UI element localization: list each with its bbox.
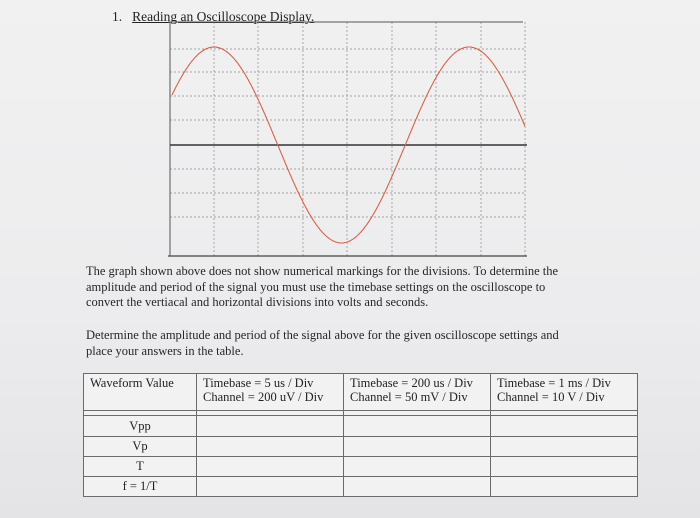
answer-table <box>83 373 638 497</box>
row-label-frequency: f = 1/T <box>84 477 197 497</box>
table-row-vp <box>84 437 638 457</box>
answer-cell-frequency-3[interactable] <box>491 477 638 497</box>
answer-cell-period-2[interactable] <box>344 457 491 477</box>
table-row-frequency <box>84 477 638 497</box>
timebase-label-3: Timebase = 1 ms / Div <box>497 376 611 390</box>
table-row-period <box>84 457 638 477</box>
task-paragraph <box>86 328 559 359</box>
table-header-row <box>84 374 638 411</box>
settings-header-2 <box>344 374 491 411</box>
task-line-1: Determine the amplitude and period of the signal above for the given oscilloscope settings and <box>86 328 559 342</box>
answer-cell-vp-2[interactable] <box>344 437 491 457</box>
answer-cell-frequency-1[interactable] <box>197 477 344 497</box>
answer-cell-vpp-3[interactable] <box>491 416 638 437</box>
answer-cell-frequency-2[interactable] <box>344 477 491 497</box>
row-label-period: T <box>84 457 197 477</box>
instructions-line-1: The graph shown above does not show numerical markings for the divisions. To determine the <box>86 264 559 278</box>
oscilloscope-grid <box>170 22 525 256</box>
instructions-line-2: amplitude and period of the signal you must use the timebase settings on the oscilloscope to <box>86 279 546 294</box>
answer-cell-vpp-1[interactable] <box>197 416 344 437</box>
channel-label-3: Channel = 10 V / Div <box>497 390 605 404</box>
answer-cell-period-3[interactable] <box>491 457 638 477</box>
answer-cell-period-1[interactable] <box>197 457 344 477</box>
settings-header-3 <box>491 374 638 411</box>
channel-label-1: Channel = 200 uV / Div <box>203 390 324 404</box>
waveform-value-header: Waveform Value <box>84 374 197 411</box>
channel-label-2: Channel = 50 mV / Div <box>350 390 468 404</box>
timebase-label-2: Timebase = 200 us / Div <box>350 376 473 390</box>
instructions-line-3: convert the vertiacal and horizontal divisions into volts and seconds. <box>86 295 429 309</box>
timebase-label-1: Timebase = 5 us / Div <box>203 376 314 390</box>
row-label-vp: Vp <box>84 437 197 457</box>
task-line-2: place your answers in the table. <box>86 343 244 358</box>
question-title: Reading an Oscilloscope Display. <box>132 9 315 24</box>
settings-header-1 <box>197 374 344 411</box>
instructions-paragraph <box>86 264 558 311</box>
answer-cell-vp-1[interactable] <box>197 437 344 457</box>
question-number: 1. <box>112 9 123 24</box>
answer-cell-vpp-2[interactable] <box>344 416 491 437</box>
row-label-vpp: Vpp <box>84 416 197 437</box>
table-row-vpp <box>84 416 638 437</box>
answer-cell-vp-3[interactable] <box>491 437 638 457</box>
